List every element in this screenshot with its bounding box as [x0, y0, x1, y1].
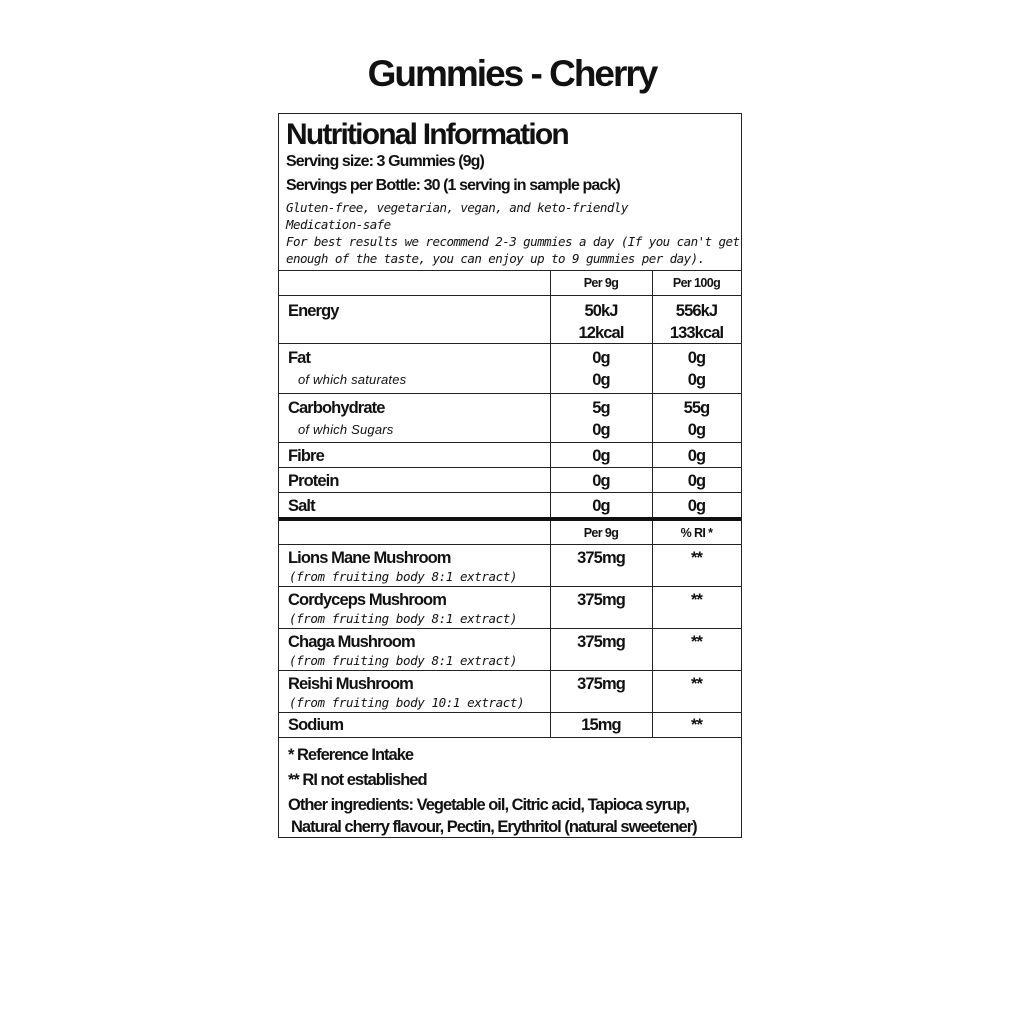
note-recommend-2: enough of the taste, you can enjoy up to 9 gummies per day).: [286, 251, 705, 266]
sodium-per9: 15mg: [581, 716, 621, 734]
protein-per9: 0g: [592, 472, 610, 490]
cordyceps-ri: **: [690, 591, 703, 609]
fibre-per9: 0g: [592, 447, 610, 465]
actives-header-row: [279, 521, 741, 545]
energy-per100-kcal: 133kcal: [669, 324, 724, 342]
carbohydrate-per100: 55g: [683, 399, 710, 417]
lions-mane-label: Lions Mane Mushroom: [288, 549, 451, 567]
lions-mane-sub: (from fruiting body 8:1 extract): [289, 569, 518, 584]
chaga-label: Chaga Mushroom: [288, 633, 415, 651]
fat-per100: 0g: [687, 349, 706, 367]
ri-footnote: * Reference Intake: [288, 746, 414, 764]
row-chaga: [279, 629, 741, 671]
nutrition-header-row: [279, 271, 741, 296]
col-per-100g: Per 100g: [672, 276, 721, 290]
reishi-sub: (from fruiting body 10:1 extract): [289, 695, 525, 710]
fibre-per100: 0g: [687, 447, 706, 465]
row-reishi: [279, 671, 741, 713]
note-recommend-1: For best results we recommend 2-3 gummies a day (If you can't get: [286, 234, 740, 249]
reishi-ri: **: [690, 675, 703, 693]
note-medication: Medication-safe: [286, 217, 391, 232]
energy-label: Energy: [288, 302, 339, 320]
nutrition-label-panel: [278, 113, 742, 838]
row-energy: [279, 296, 741, 344]
sugars-label: of which Sugars: [298, 422, 394, 437]
cordyceps-sub: (from fruiting body 8:1 extract): [289, 611, 518, 626]
reishi-per9: 375mg: [577, 675, 625, 693]
row-lions-mane: [279, 545, 741, 587]
row-fibre: [279, 443, 741, 468]
sodium-label: Sodium: [288, 716, 344, 734]
protein-label: Protein: [288, 472, 339, 490]
note-dietary: Gluten-free, vegetarian, vegan, and keto-friendly: [286, 200, 628, 215]
lions-mane-ri: **: [690, 549, 703, 567]
sugars-per100: 0g: [687, 421, 706, 439]
row-sodium: [279, 713, 741, 738]
panel-header: [279, 114, 741, 271]
chaga-sub: (from fruiting body 8:1 extract): [289, 653, 518, 668]
panel-heading: Nutritional Information: [286, 118, 568, 151]
ri-not-established: ** RI not established: [288, 771, 427, 789]
serving-size: Serving size: 3 Gummies (9g): [286, 153, 484, 170]
salt-per100: 0g: [687, 497, 706, 515]
salt-label: Salt: [288, 497, 315, 515]
saturates-label: of which saturates: [298, 372, 407, 387]
row-carbohydrate: [279, 394, 741, 443]
energy-per9-kcal: 12kcal: [578, 324, 624, 342]
sodium-ri: **: [690, 716, 703, 734]
row-salt: [279, 493, 741, 521]
lions-mane-per9: 375mg: [577, 549, 625, 567]
row-cordyceps: [279, 587, 741, 629]
chaga-per9: 375mg: [577, 633, 625, 651]
col-active-per-9g: Per 9g: [583, 526, 619, 540]
col-per-9g: Per 9g: [583, 276, 619, 290]
carbohydrate-per9: 5g: [592, 399, 610, 417]
cordyceps-per9: 375mg: [577, 591, 625, 609]
protein-per100: 0g: [687, 472, 706, 490]
fat-per9: 0g: [592, 349, 610, 367]
row-protein: [279, 468, 741, 493]
sugars-per9: 0g: [592, 421, 610, 439]
fibre-label: Fibre: [288, 447, 324, 465]
cordyceps-label: Cordyceps Mushroom: [288, 591, 446, 609]
ingredients-line-1: Other ingredients: Vegetable oil, Citric acid, Tapioca syrup,: [288, 796, 689, 814]
fat-label: Fat: [288, 349, 311, 367]
reishi-label: Reishi Mushroom: [288, 675, 413, 693]
chaga-ri: **: [690, 633, 703, 651]
carbohydrate-label: Carbohydrate: [288, 399, 385, 417]
col-ri: % RI *: [680, 526, 713, 540]
salt-per9: 0g: [592, 497, 610, 515]
servings-per-bottle: Servings per Bottle: 30 (1 serving in sample pack): [286, 177, 620, 194]
energy-per9-kj: 50kJ: [584, 302, 618, 320]
saturates-per9: 0g: [592, 371, 610, 389]
saturates-per100: 0g: [687, 371, 706, 389]
ingredients-line-2: Natural cherry flavour, Pectin, Erythritol (natural sweetener): [291, 818, 697, 836]
energy-per100-kj: 556kJ: [675, 302, 718, 320]
page-title: Gummies - Cherry: [367, 53, 657, 94]
row-fat: [279, 344, 741, 394]
